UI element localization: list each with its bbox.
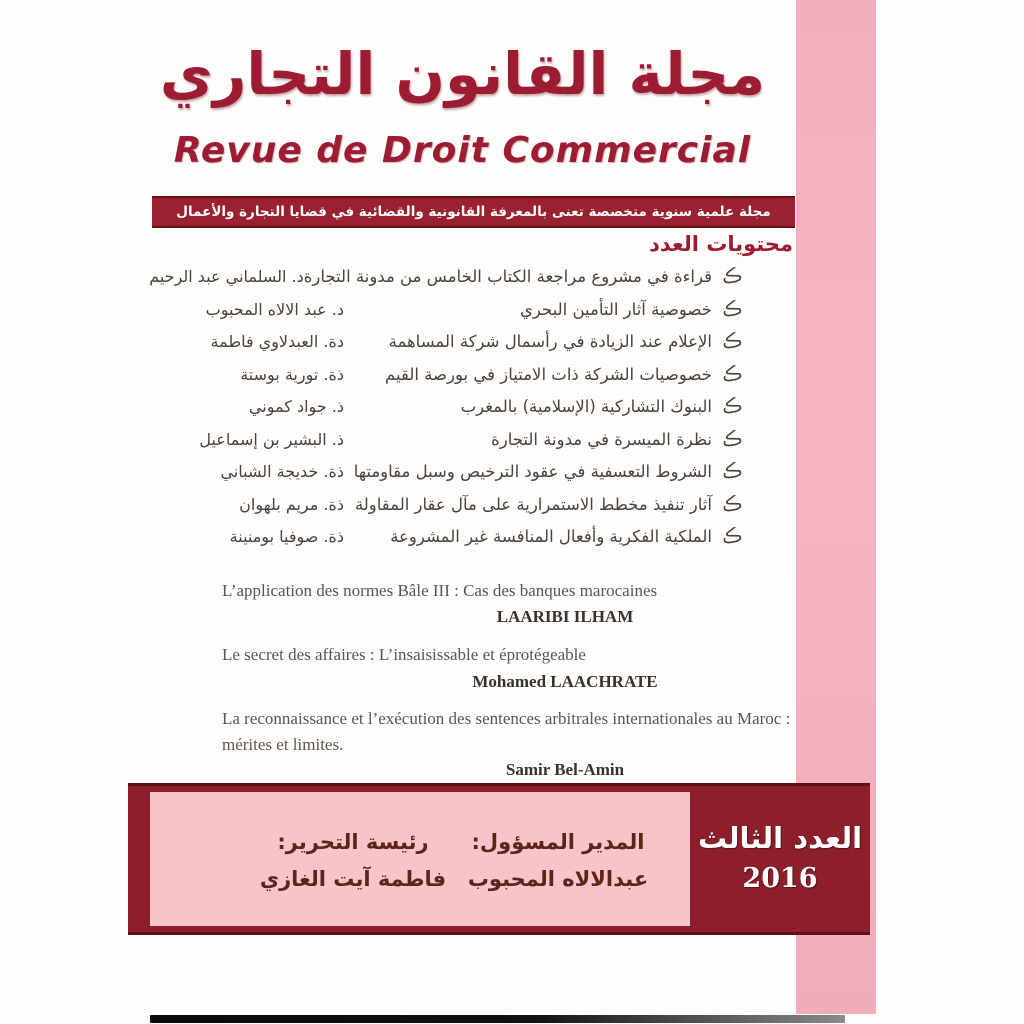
toc-row — [148, 361, 744, 386]
editor-name: فاطمة آيت الغازي — [259, 867, 447, 891]
pen-ornament-icon: ڪ — [720, 296, 744, 321]
journal-title-french: Revue de Droit Commercial — [173, 130, 752, 171]
toc-row — [148, 393, 744, 419]
article-title: Le secret des affaires : L’insaisissable et éprotégeable — [222, 645, 586, 664]
pen-ornament-icon: ڪ — [720, 393, 744, 419]
toc-row — [148, 328, 744, 354]
toc-row — [148, 426, 744, 451]
toc-row — [148, 296, 744, 321]
contents-heading: محتويات العدد — [649, 232, 793, 256]
toc-row — [148, 523, 744, 549]
pen-ornament-icon: ڪ — [720, 523, 744, 549]
toc-author: دة. العبدلاوي فاطمة — [210, 332, 344, 351]
toc-author: ذة. مريم بلهوان — [239, 494, 344, 514]
toc-row — [148, 263, 744, 289]
journal-title-arabic: مجلة القانون التجاري — [159, 40, 766, 108]
footer-band — [128, 783, 870, 935]
article-author: Samir Bel-Amin — [505, 760, 625, 779]
toc-author: ذة. خديجة الشباني — [220, 462, 344, 481]
bottom-edge-bar — [150, 1015, 845, 1023]
pen-ornament-icon: ڪ — [720, 458, 744, 484]
issue-year: 2016 — [742, 863, 818, 894]
credits-box — [150, 792, 690, 926]
director-label: المدير المسؤول: — [471, 830, 645, 854]
toc-author: ذ. جواد كموني — [248, 397, 344, 416]
editor-credit — [238, 824, 468, 898]
toc-author: د. عبد الالاه المحبوب — [205, 299, 344, 319]
toc-row — [148, 491, 744, 516]
pen-ornament-icon: ڪ — [720, 491, 744, 516]
toc-title: ڪنظرة الميسرة في مدونة التجارة — [491, 426, 744, 451]
toc-title: ڪالإعلام عند الزيادة في رأسمال شركة المساهمة — [388, 328, 744, 354]
toc-title: ڪخصوصية آثار التأمين البحري — [519, 296, 744, 321]
toc-author: د. السلماني عبد الرحيم — [149, 267, 304, 286]
toc-title: ڪالملكية الفكرية وأفعال المنافسة غير المشروعة — [390, 523, 744, 549]
toc-author: ذة. تورية بوستة — [240, 364, 344, 384]
pen-ornament-icon: ڪ — [720, 361, 744, 386]
toc-row — [148, 458, 744, 484]
issue-info — [690, 821, 870, 894]
article-title: L’application des normes Bâle III : Cas des banques marocaines — [222, 581, 658, 600]
toc-title: ڪقراءة في مشروع مراجعة الكتاب الخامس من مدونة التجارة — [303, 263, 744, 289]
issue-number: العدد الثالث — [697, 821, 863, 855]
toc-author: ذة. صوفيا بومنينة — [229, 527, 344, 546]
article-author: Mohamed LAACHRATE — [472, 672, 658, 691]
toc-title: ڪآثار تنفيذ مخطط الاستمرارية على مآل عقار المقاولة — [354, 491, 744, 516]
article-author: LAARIBI ILHAM — [496, 607, 634, 626]
pen-ornament-icon: ڪ — [720, 328, 744, 354]
director-name: عبدالالاه المحبوب — [467, 867, 649, 891]
toc-title: ڪخصوصيات الشركة ذات الامتياز في بورصة القيم — [385, 361, 744, 386]
pen-ornament-icon: ڪ — [720, 263, 744, 289]
subtitle-banner-text: مجلة علمية سنوية متخصصة تعنى بالمعرفة القانونية والقضائية في قضايا التجارة والأعمال — [176, 204, 771, 220]
table-of-contents — [148, 263, 744, 549]
editor-label: رئيسة التحرير: — [277, 830, 429, 854]
subtitle-banner — [152, 196, 795, 228]
pen-ornament-icon: ڪ — [720, 426, 744, 451]
toc-author: ذ. البشير بن إسماعيل — [199, 429, 344, 449]
article-title: La reconnaissance et l’exécution des sentences arbitrales internationales au Maroc : mérites et limites. — [222, 709, 791, 754]
toc-title: ڪالشروط التعسفية في عقود الترخيص وسبل مقاومتها — [353, 458, 744, 484]
director-credit — [443, 824, 673, 898]
toc-title: ڪالبنوك التشاركية (الإسلامية) بالمغرب — [460, 393, 744, 419]
